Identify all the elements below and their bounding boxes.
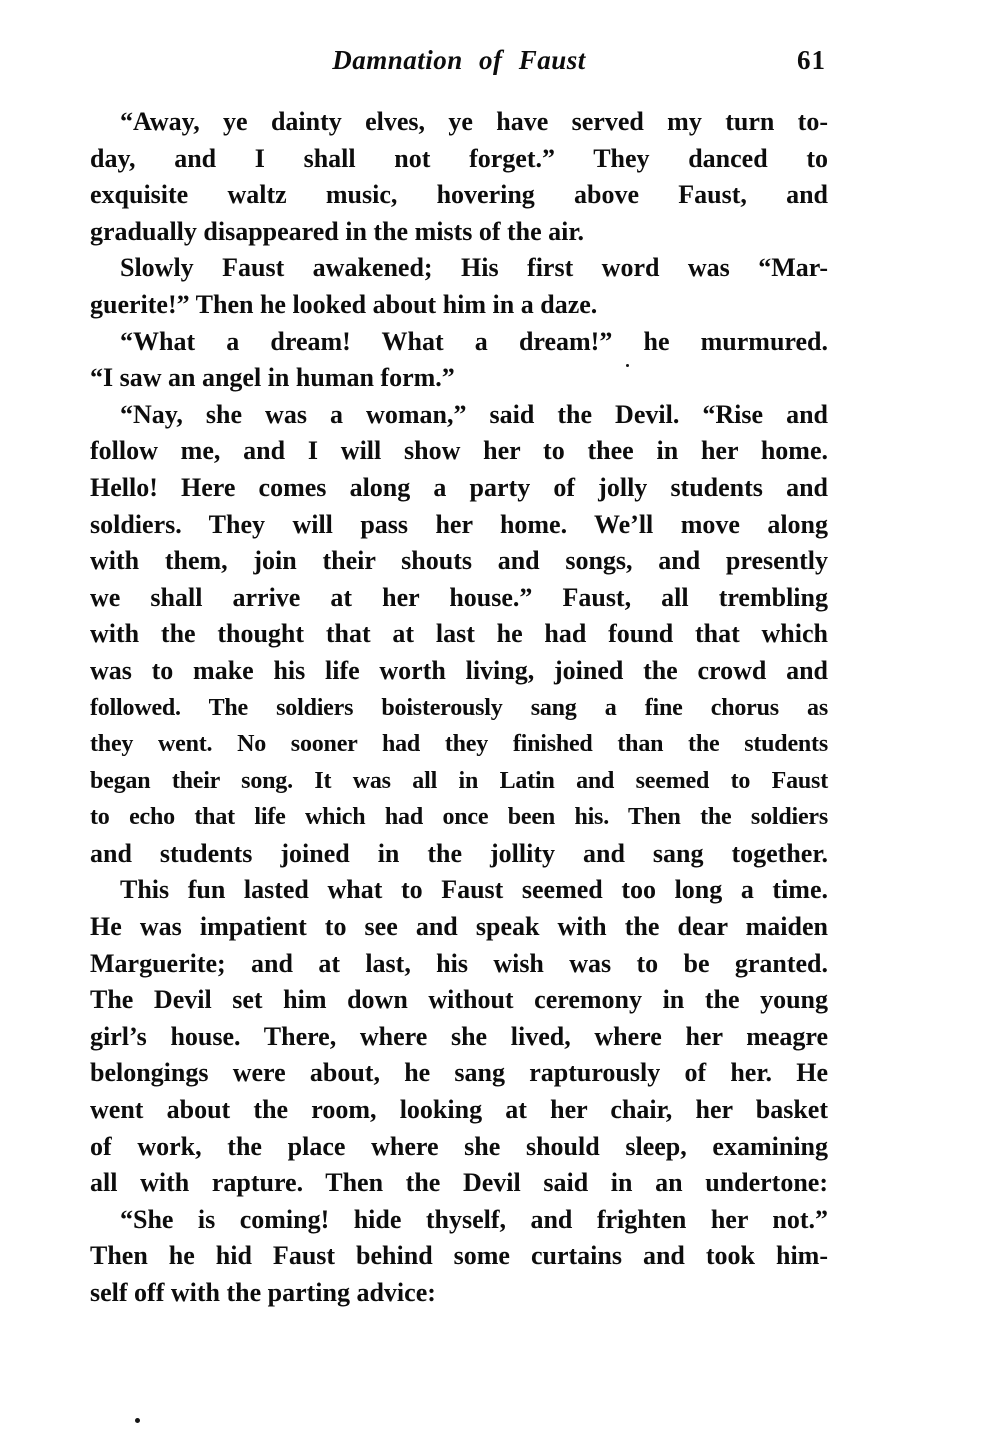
text-line: self off with the parting advice: <box>90 1278 436 1307</box>
text-line: follow me, and I will show her to thee in her home. <box>90 436 828 466</box>
chapter-title: Damnation of Faust <box>332 45 586 75</box>
text-line: Hello! Here comes along a party of jolly students and <box>90 472 828 502</box>
text-line: belongings were about, he sang rapturously of her. He <box>90 1058 828 1088</box>
text-line: followed. The soldiers boisterously sang a fine chorus as <box>90 694 828 721</box>
text-line: began their song. It was all in Latin and seemed to Faust <box>90 767 828 794</box>
text-line: all with rapture. Then the Devil said in an undertone: <box>90 1168 828 1198</box>
text-line: “Nay, she was a woman,” said the Devil. “Rise and <box>120 399 828 429</box>
text-line: Marguerite; and at last, his wish was to be granted. <box>90 948 828 978</box>
text-line: girl’s house. There, where she lived, where her meagre <box>90 1021 828 1051</box>
text-line: This fun lasted what to Faust seemed too long a time. <box>120 875 828 905</box>
ink-speck <box>626 364 629 367</box>
text-line: we shall arrive at her house.” Faust, all trembling <box>90 582 828 612</box>
text-line: guerite!” Then he looked about him in a daze. <box>90 289 598 319</box>
text-line: He was impatient to see and speak with the dear maiden <box>90 912 828 942</box>
body-text <box>90 104 828 1312</box>
text-line: was to make his life worth living, joined the crowd and <box>90 655 828 685</box>
text-line: with the thought that at last he had found that which <box>90 619 828 649</box>
ink-speck <box>135 1418 140 1423</box>
running-head <box>90 42 828 78</box>
text-line: went about the room, looking at her chair, her basket <box>90 1095 828 1125</box>
text-line: “Away, ye dainty elves, ye have served my turn to- <box>120 107 828 136</box>
text-line: “She is coming! hide thyself, and frighten her not.” <box>120 1204 828 1234</box>
text-line: Slowly Faust awakened; His first word was “Mar- <box>120 253 828 283</box>
text-line: soldiers. They will pass her home. We’ll move along <box>90 509 828 539</box>
text-line: exquisite waltz music, hovering above Faust, and <box>90 180 828 210</box>
text-line: and students joined in the jollity and sang together. <box>90 838 828 868</box>
page-number: 61 <box>797 45 826 75</box>
text-line: to echo that life which had once been his. Then the soldiers <box>90 804 828 831</box>
text-line: “I saw an angel in human form.” <box>90 363 455 393</box>
text-line: they went. No sooner had they finished than the students <box>90 731 828 758</box>
text-line: The Devil set him down without ceremony in the young <box>90 985 828 1015</box>
text-line: day, and I shall not forget.” They danced to <box>90 143 828 173</box>
text-line: Then he hid Faust behind some curtains and took him- <box>90 1241 828 1271</box>
text-line: with them, join their shouts and songs, and presently <box>90 546 828 576</box>
text-line: gradually disappeared in the mists of the air. <box>90 216 585 246</box>
text-line: of work, the place where she should sleep, examining <box>90 1131 828 1161</box>
text-line: “What a dream! What a dream!” he murmured. <box>120 326 828 356</box>
